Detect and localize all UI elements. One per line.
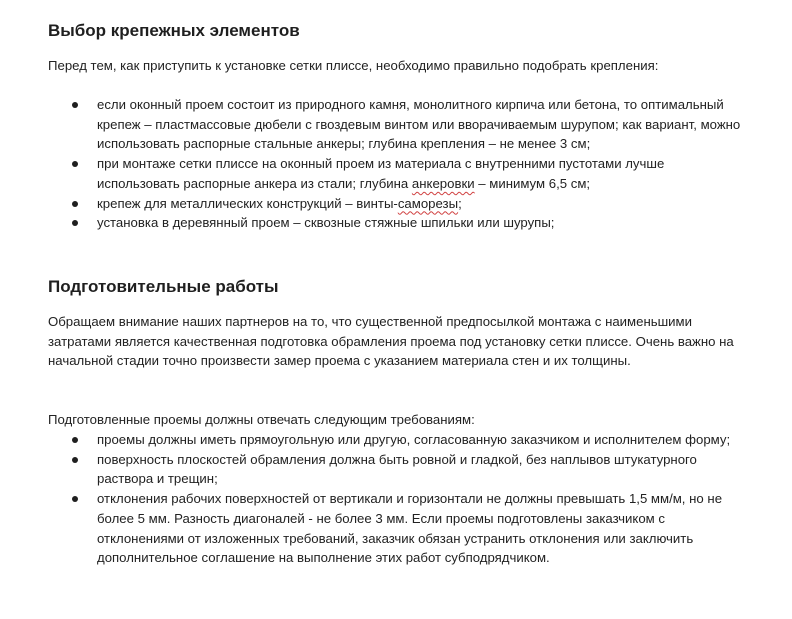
bullet-icon <box>72 437 78 443</box>
spellcheck-word: анкеровки <box>411 175 475 191</box>
spellcheck-word: саморезы <box>397 195 459 211</box>
section-heading-preparation: Подготовительные работы <box>48 277 279 296</box>
bullet-icon <box>72 161 78 167</box>
requirements-list <box>48 430 748 568</box>
bullet-icon <box>72 102 78 108</box>
preparation-paragraph: Обращаем внимание наших партнеров на то, что существенной предпосылкой монтажа с наименьшими затратами является качественная подготовка обрамления проема под установку сетки плиссе. Очень важно на начальной стадии точно произвести замер проема с указанием материала стен и их толщины. <box>48 314 734 369</box>
list-item: при монтаже сетки плиссе на оконный проем из материала с внутренними пустотами лучше использовать распорные анкера из стали; глубина анкеровки – минимум 6,5 см; <box>48 154 748 193</box>
fasteners-list <box>48 95 748 233</box>
list-item: если оконный проем состоит из природного камня, монолитного кирпича или бетона, то оптимальный крепеж – пластмассовые дюбели с гвоздевым винтом или вворачиваемым шурупом; как вариант, можно использовать распорные стальные анкеры; глубина крепления – не менее 3 см; <box>48 95 748 154</box>
list-item: проемы должны иметь прямоугольную или другую, согласованную заказчиком и исполнителем форму; <box>48 430 748 450</box>
requirements-intro: Подготовленные проемы должны отвечать следующим требованиям: <box>48 412 475 427</box>
bullet-icon <box>72 201 78 207</box>
list-item: поверхность плоскостей обрамления должна быть ровной и гладкой, без наплывов штукатурного раствора и трещин; <box>48 450 748 489</box>
list-item: отклонения рабочих поверхностей от вертикали и горизонтали не должны превышать 1,5 мм/м, но не более 5 мм. Разность диагоналей - не более 3 мм. Если проемы подготовлены заказчиком с отклонениями от изложенных требований, заказчик обязан устранить отклонения или заключить дополнительное соглашение на выполнение этих работ субподрядчиком. <box>48 489 748 568</box>
section-heading-fasteners: Выбор крепежных элементов <box>48 21 300 40</box>
fasteners-intro: Перед тем, как приступить к установке сетки плиссе, необходимо правильно подобрать крепления: <box>48 58 659 73</box>
list-item: крепеж для металлических конструкций – винты-саморезы; <box>48 194 748 214</box>
bullet-icon <box>72 457 78 463</box>
bullet-icon <box>72 220 78 226</box>
list-item: установка в деревянный проем – сквозные стяжные шпильки или шурупы; <box>48 213 748 233</box>
bullet-icon <box>72 496 78 502</box>
